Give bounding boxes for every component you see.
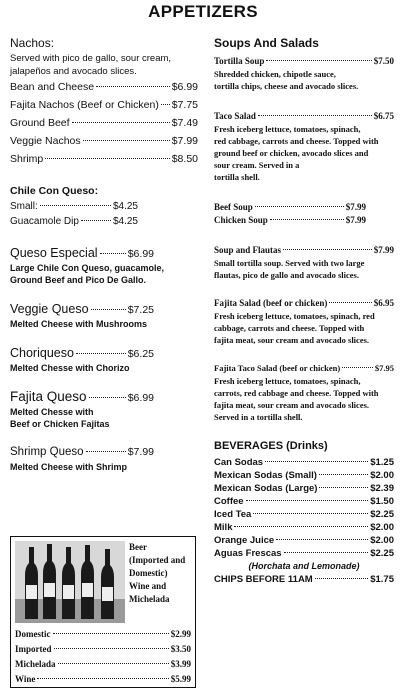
item-description: tortilla shell. [214,172,260,182]
menu-item: Beef Soup $7.99 [214,202,366,212]
menu-item: Imported $3.50 [15,644,191,654]
menu-item: Bean and Cheese $6.99 [10,81,198,93]
menu-item: Fajita Queso $6.99 [10,389,154,404]
item-description: Melted Chesse with [10,407,94,417]
item-description: Large Chile Con Queso, guacamole, [10,263,165,273]
item-description: Fresh iceberg lettuce, tomatoes, spinach, [214,376,361,386]
aguas-frescas-note: (Horchata and Lemonade) [248,561,360,571]
item-description: Melted Chesse with Chorizo [10,363,130,373]
menu-item: Veggie Queso $7.25 [10,302,154,316]
item-description: Fresh iceberg lettuce, tomatoes, spinach, red [214,311,375,321]
menu-item: Small: $4.25 [10,201,138,212]
menu-item: Mexican Sodas (Small) $2.00 [214,470,394,481]
item-description: ground beef or chicken, avocado slices and [214,148,369,158]
beer-wine-box [10,536,196,688]
item-description: carrots, red cabbage and cheese. Topped with [214,388,379,398]
nachos-description: Served with pico de gallo, sour cream, [10,53,172,64]
menu-item: Michelada $3.99 [15,659,191,669]
soups-salads-heading: Soups And Salads [214,36,319,50]
beer-box-text: Beer (Imported and Domestic) Wine and Michelada [129,542,186,604]
menu-item: Ground Beef $7.49 [10,117,198,129]
item-description: Beef or Chicken Fajitas [10,419,110,429]
item-description: sour cream. Served in a [214,160,300,170]
menu-item: Chicken Soup $7.99 [214,215,366,225]
item-description: Melted Cheese with Shrimp [10,462,128,472]
menu-item: CHIPS BEFORE 11AM $1.75 [214,574,394,585]
item-description: fajita meat, sour cream and avocado slices. [214,335,370,345]
menu-item: Guacamole Dip $4.25 [10,216,138,227]
beverages-heading: BEVERAGES (Drinks) [214,440,328,452]
item-description: flautas, pico de gallo and avocado slices. [214,270,359,280]
menu-item: Coffee $1.50 [214,496,394,507]
nachos-heading: Nachos: [10,36,55,50]
menu-item: Aguas Frescas $2.25 [214,548,394,559]
page-title: APPETIZERS [148,2,258,21]
menu-item: Mexican Sodas (Large) $2.39 [214,483,394,494]
menu-item: Taco Salad $6.75 [214,111,394,121]
item-description: fajita meat, sour cream and avocado slices. [214,400,370,410]
item-description: Melted Cheese with Mushrooms [10,319,148,329]
beer-price-list [15,627,191,687]
menu-item: Veggie Nachos $7.99 [10,135,198,147]
menu-item: Tortilla Soup $7.50 [214,56,394,66]
menu-item: Domestic $2.99 [15,629,191,639]
menu-item: Shrimp $8.50 [10,153,198,165]
menu-item: Orange Juice $2.00 [214,535,394,546]
menu-item: Can Sodas $1.25 [214,457,394,468]
menu-item: Wine $5.99 [15,674,191,684]
item-description: Ground Beef and Pico De Gallo. [10,275,147,285]
queso-heading: Chile Con Queso: [10,185,99,197]
nachos-description: jalapeños and avocado slices. [10,66,137,77]
left-column [10,36,198,473]
beer-bottles-image [15,541,125,623]
item-description: cabbage, carrots and cheese. Topped with [214,323,365,333]
item-description: Fresh iceberg lettuce, tomatoes, spinach, [214,124,361,134]
item-description: Small tortilla soup. Served with two large [214,258,365,268]
menu-item: Soup and Flautas $7.99 [214,245,394,255]
menu-item: Fajita Nachos (Beef or Chicken) $7.75 [10,99,198,111]
item-description: tortilla chips, cheese and avocado slices. [214,81,359,91]
item-description: Served in a tortilla shell. [214,412,303,422]
menu-item: Queso Especial $6.99 [10,246,154,260]
menu-item: Iced Tea $2.25 [214,509,394,520]
right-column [214,36,394,586]
item-description: red cabbage, carrots and cheese. Topped with [214,136,379,146]
menu-item: Fajita Taco Salad (beef or chicken) $7.95 [214,363,394,373]
menu-item: Choriqueso $6.25 [10,346,154,360]
menu-item: Milk $2.00 [214,522,394,533]
item-description: Shredded chicken, chipotle sauce, [214,69,336,79]
menu-item: Shrimp Queso $7.99 [10,446,154,458]
menu-item: Fajita Salad (beef or chicken) $6.95 [214,298,394,308]
